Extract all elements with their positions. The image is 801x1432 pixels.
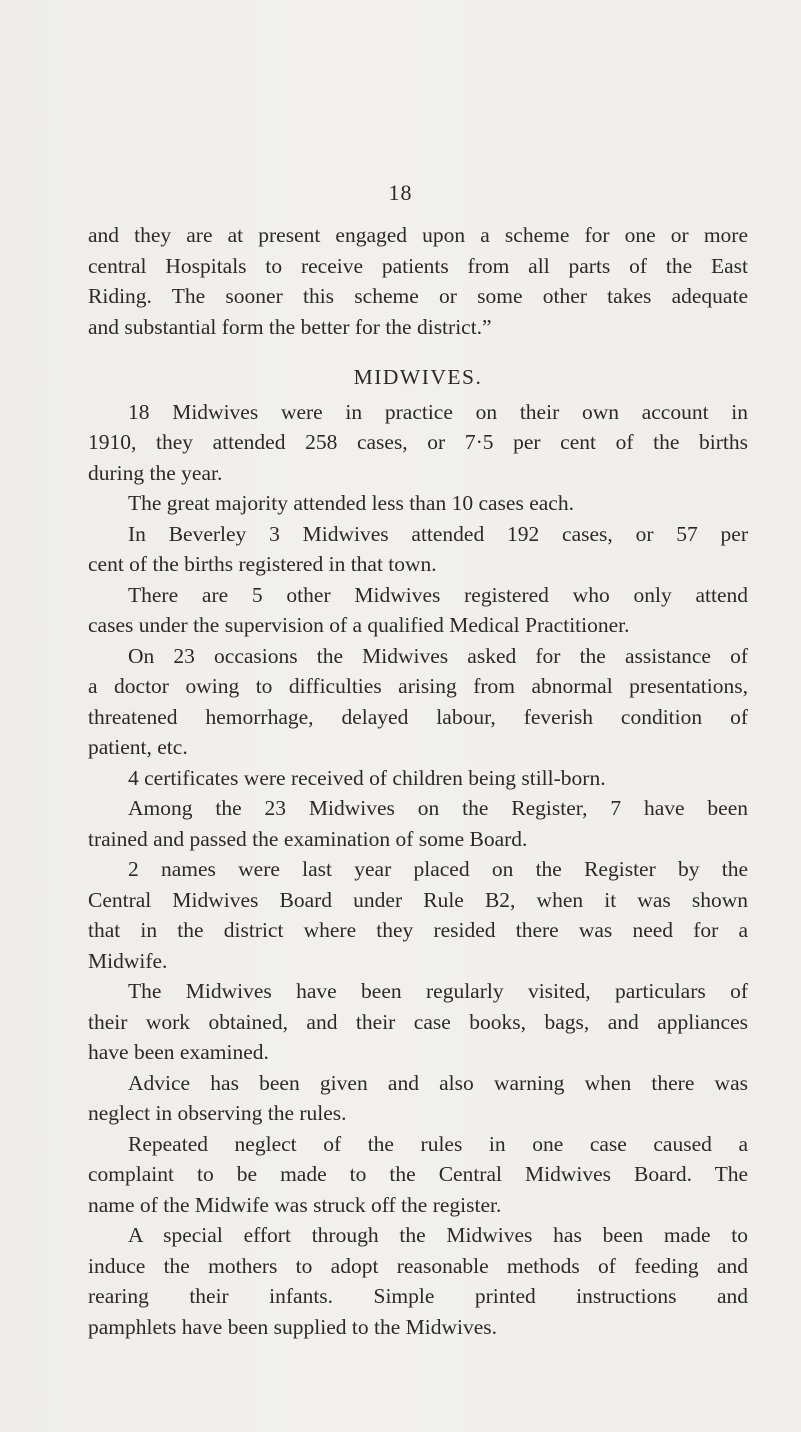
text-line: pamphlets have been supplied to the Midwives.	[88, 1314, 498, 1339]
text-line: Riding. The sooner this scheme or some other takes adequate	[88, 284, 748, 308]
paragraph	[88, 793, 748, 854]
text-line: threatened hemorrhage, delayed labour, feverish condition of	[88, 704, 748, 729]
section-heading: MIDWIVES.	[353, 365, 483, 389]
paragraph	[88, 1129, 748, 1221]
text-line: name of the Midwife was struck off the register.	[88, 1192, 502, 1217]
text-line: 18 Midwives were in practice on their own account in	[128, 399, 748, 424]
text-line: In Beverley 3 Midwives attended 192 cases, or 57 per	[128, 521, 748, 546]
page-number: 18	[388, 180, 413, 205]
text-line: patient, etc.	[88, 735, 188, 759]
text-line: 2 names were last year placed on the Register by the	[128, 857, 748, 881]
text-line: neglect in observing the rules.	[88, 1101, 347, 1125]
text-line: complaint to be made to the Central Midwives Board. The	[88, 1162, 748, 1186]
paragraph	[88, 763, 748, 794]
text-line: Repeated neglect of the rules in one case caused a	[128, 1131, 748, 1156]
text-line: and substantial form the better for the district.”	[88, 314, 492, 339]
text-line: induce the mothers to adopt reasonable methods of feeding and	[88, 1253, 748, 1278]
paragraph	[88, 854, 748, 976]
text-line: Midwife.	[88, 948, 168, 973]
text-line: Advice has been given and also warning when there was	[128, 1070, 748, 1095]
text-line: that in the district where they resided there was need for a	[88, 918, 748, 942]
text-line: have been examined.	[88, 1040, 269, 1064]
text-line: 1910, they attended 258 cases, or 7·5 per cent of the births	[88, 430, 748, 454]
text-line: during the year.	[88, 460, 223, 485]
paragraph	[88, 519, 748, 580]
paragraph	[88, 976, 748, 1068]
text-line: cent of the births registered in that town.	[88, 552, 437, 576]
paragraph	[88, 580, 748, 641]
intro-paragraph	[88, 220, 748, 342]
body-text	[88, 220, 748, 1342]
paragraph	[88, 1068, 748, 1129]
text-line: Among the 23 Midwives on the Register, 7 have been	[128, 796, 748, 820]
text-line: 4 certificates were received of children being still-born.	[128, 765, 606, 790]
text-line: Central Midwives Board under Rule B2, when it was shown	[88, 887, 748, 912]
text-line: a doctor owing to difficulties arising from abnormal presentations,	[88, 674, 748, 698]
paragraph	[88, 488, 748, 519]
paragraph	[88, 397, 748, 489]
text-line: rearing their infants. Simple printed instructions and	[88, 1284, 748, 1308]
text-line: central Hospitals to receive patients from all parts of the East	[88, 253, 748, 278]
paragraph	[88, 1220, 748, 1342]
text-line: and they are at present engaged upon a scheme for one or more	[88, 223, 748, 247]
text-line: their work obtained, and their case books, bags, and appliances	[88, 1009, 748, 1034]
text-line: cases under the supervision of a qualified Medical Practitioner.	[88, 613, 630, 637]
text-line: A special effort through the Midwives has been made to	[128, 1223, 748, 1247]
text-line: The Midwives have been regularly visited, particulars of	[128, 979, 748, 1003]
paragraph	[88, 641, 748, 763]
text-line: trained and passed the examination of some Board.	[88, 826, 528, 851]
text-line: On 23 occasions the Midwives asked for the assistance of	[128, 643, 748, 668]
text-line: There are 5 other Midwives registered who only attend	[128, 582, 748, 607]
text-line: The great majority attended less than 10 cases each.	[128, 491, 574, 515]
